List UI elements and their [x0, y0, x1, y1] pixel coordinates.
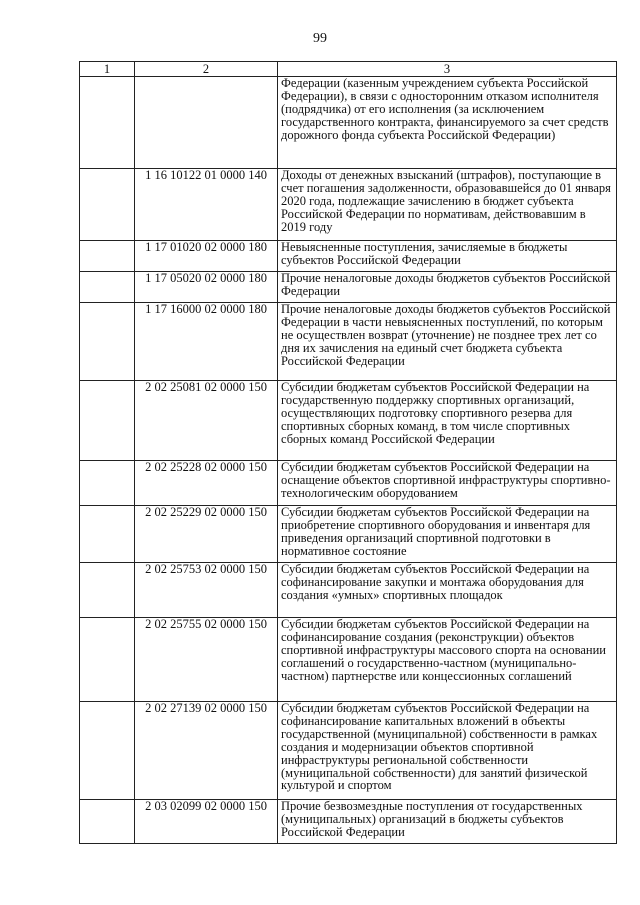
- header-col-1: 1: [80, 62, 135, 77]
- code-cell: 2 03 02099 02 0000 150: [135, 800, 278, 844]
- code-cell: [135, 77, 278, 169]
- admin-cell: [80, 303, 135, 381]
- table-row: [80, 169, 617, 241]
- table-row: [80, 618, 617, 702]
- table-row: [80, 506, 617, 563]
- page-number: 99: [313, 31, 327, 46]
- header-col-3: 3: [278, 62, 617, 77]
- table-row: [80, 702, 617, 800]
- table-header-row: [80, 62, 617, 77]
- admin-cell: [80, 461, 135, 506]
- code-cell: 1 16 10122 01 0000 140: [135, 169, 278, 241]
- table-row: [80, 241, 617, 272]
- code-cell: 1 17 01020 02 0000 180: [135, 241, 278, 272]
- admin-cell: [80, 241, 135, 272]
- admin-cell: [80, 618, 135, 702]
- admin-cell: [80, 702, 135, 800]
- description-cell: Субсидии бюджетам субъектов Российской Федерации на софинансирование создания (реконструкции) объектов спортивной инфраструктуры массового спорта на основании соглашений о государственно-частном (муниципально-частном) партнерстве или концессионных соглашений: [278, 618, 617, 702]
- code-cell: 2 02 25753 02 0000 150: [135, 563, 278, 618]
- admin-cell: [80, 381, 135, 461]
- table-row: [80, 800, 617, 844]
- admin-cell: [80, 800, 135, 844]
- table-row: [80, 381, 617, 461]
- description-cell: Доходы от денежных взысканий (штрафов), поступающие в счет погашения задолженности, образовавшейся до 01 января 2020 года, подлежащие зачислению в бюджет субъекта Российской Федерации по нормативам, действовавшим в 2019 году: [278, 169, 617, 241]
- code-cell: 2 02 25229 02 0000 150: [135, 506, 278, 563]
- description-cell: Федерации (казенным учреждением субъекта Российской Федерации), в связи с односторонним отказом исполнителя (подрядчика) от его исполнения (за исключением государственного контракта, финансируемого за счет средств дорожного фонда субъекта Российской Федерации): [278, 77, 617, 169]
- table-row: [80, 77, 617, 169]
- description-cell: Субсидии бюджетам субъектов Российской Федерации на софинансирование капитальных вложений в объекты государственной (муниципальной) собственности в рамках создания и модернизации объектов спортивной инфраструктуры региональной собственности (муниципальной собственности) для занятий физической культурой и спортом: [278, 702, 617, 800]
- description-cell: Прочие безвозмездные поступления от государственных (муниципальных) организаций в бюджеты субъектов Российской Федерации: [278, 800, 617, 844]
- admin-cell: [80, 169, 135, 241]
- header-col-2: 2: [135, 62, 278, 77]
- table-row: [80, 563, 617, 618]
- admin-cell: [80, 77, 135, 169]
- code-cell: 1 17 05020 02 0000 180: [135, 272, 278, 303]
- table-row: [80, 461, 617, 506]
- table-row: [80, 303, 617, 381]
- code-cell: 2 02 27139 02 0000 150: [135, 702, 278, 800]
- revenue-codes-table: [79, 61, 617, 844]
- description-cell: Прочие неналоговые доходы бюджетов субъектов Российской Федерации: [278, 272, 617, 303]
- admin-cell: [80, 506, 135, 563]
- description-cell: Субсидии бюджетам субъектов Российской Федерации на приобретение спортивного оборудования и инвентаря для приведения организаций спортивной подготовки в нормативное состояние: [278, 506, 617, 563]
- description-cell: Субсидии бюджетам субъектов Российской Федерации на государственную поддержку спортивных организаций, осуществляющих подготовку спортивного резерва для спортивных сборных команд, в том числе спортивных сборных команд Российской Федерации: [278, 381, 617, 461]
- description-cell: Прочие неналоговые доходы бюджетов субъектов Российской Федерации в части невыясненных поступлений, по которым не осуществлен возврат (уточнение) не позднее трех лет со дня их зачисления на единый счет бюджета субъекта Российской Федерации: [278, 303, 617, 381]
- description-cell: Субсидии бюджетам субъектов Российской Федерации на софинансирование закупки и монтажа оборудования для создания «умных» спортивных площадок: [278, 563, 617, 618]
- description-cell: Невыясненные поступления, зачисляемые в бюджеты субъектов Российской Федерации: [278, 241, 617, 272]
- code-cell: 2 02 25228 02 0000 150: [135, 461, 278, 506]
- description-cell: Субсидии бюджетам субъектов Российской Федерации на оснащение объектов спортивной инфраструктуры спортивно-технологическим оборудованием: [278, 461, 617, 506]
- admin-cell: [80, 272, 135, 303]
- code-cell: 1 17 16000 02 0000 180: [135, 303, 278, 381]
- code-cell: 2 02 25755 02 0000 150: [135, 618, 278, 702]
- admin-cell: [80, 563, 135, 618]
- code-cell: 2 02 25081 02 0000 150: [135, 381, 278, 461]
- table-row: [80, 272, 617, 303]
